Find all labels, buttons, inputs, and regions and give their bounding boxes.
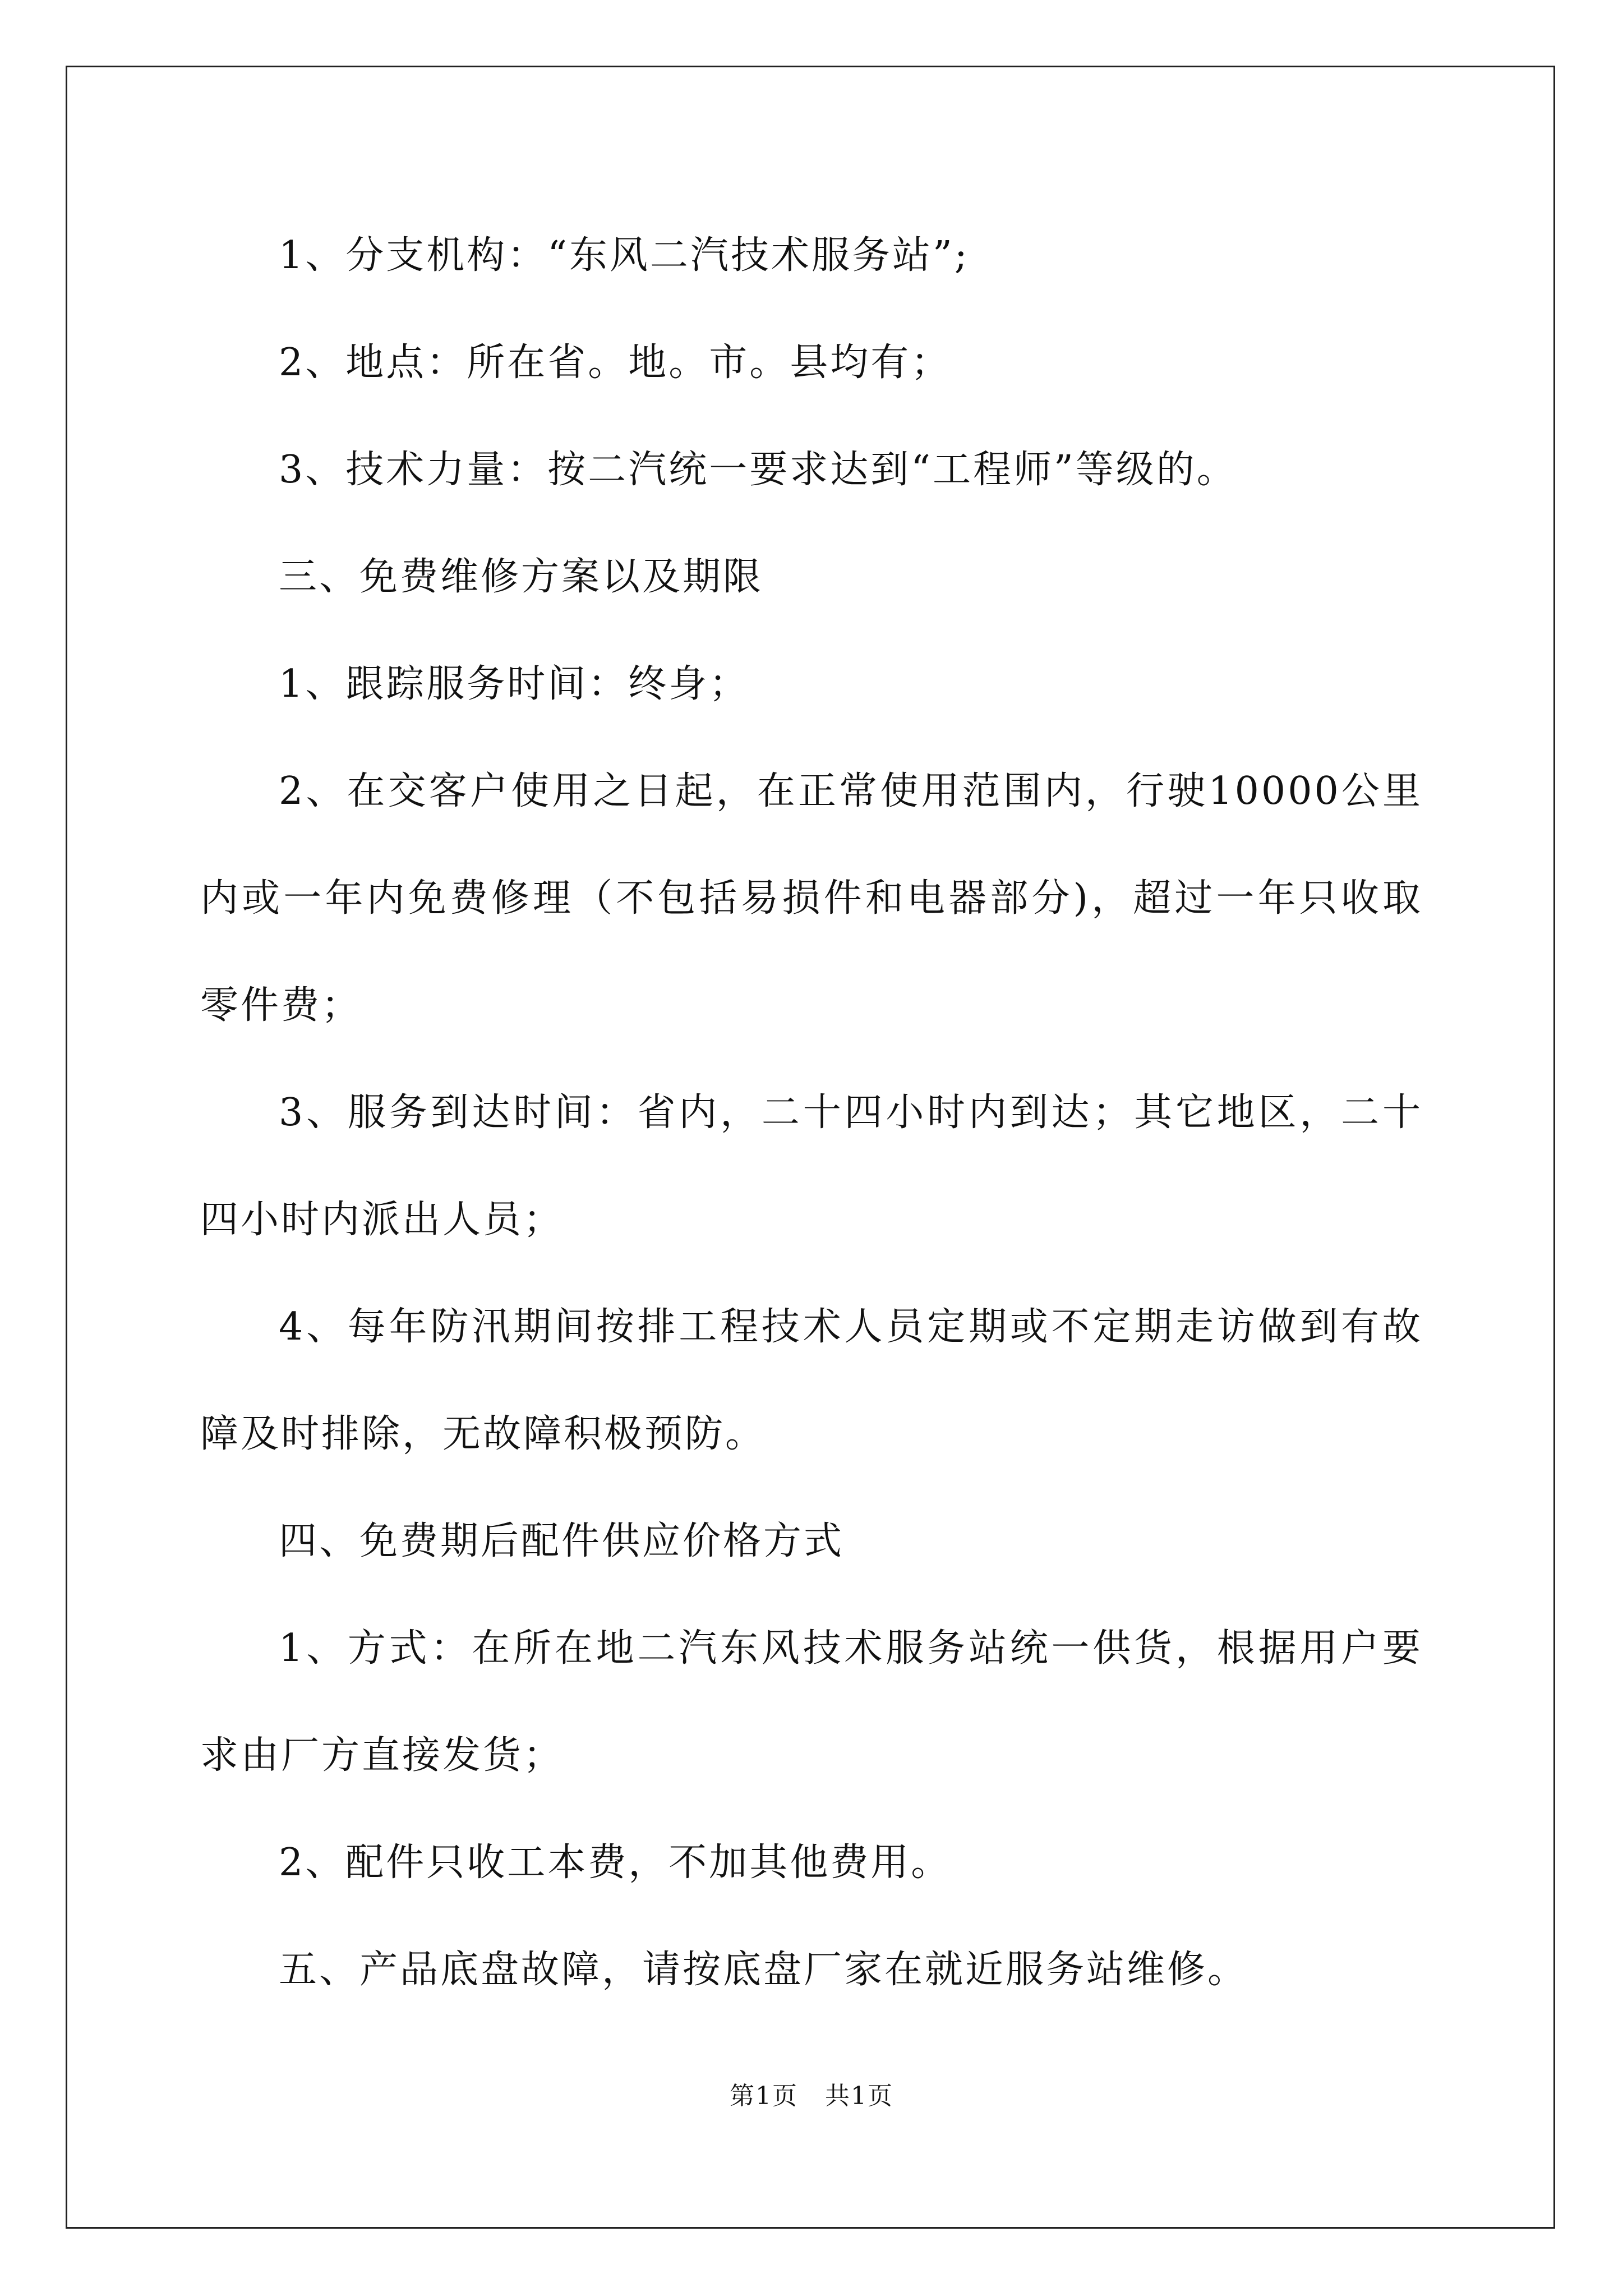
page-number: 第1页 — [730, 2082, 798, 2110]
page-footer — [0, 2076, 1623, 2111]
paragraph-service-arrival: 3、服务到达时间：省内，二十四小时内到达；其它地区，二十四小时内派出人员； — [200, 1091, 1423, 1242]
paragraph-branch-office: 1、分支机构：“东风二汽技术服务站”; — [279, 233, 970, 278]
section-heading-parts-pricing: 四、免费期后配件供应价格方式 — [279, 1519, 845, 1563]
paragraph-parts-cost: 2、配件只收工本费，不加其他费用。 — [279, 1841, 952, 1885]
document-body — [200, 202, 1423, 2023]
paragraph-flood-season-visits: 4、每年防汛期间按排工程技术人员定期或不定期走访做到有故障及时排除，无故障积极预防。 — [200, 1305, 1423, 1456]
section-heading-chassis-fault: 五、产品底盘故障，请按底盘厂家在就近服务站维修。 — [279, 1948, 1248, 1992]
paragraph-technical-strength: 3、技术力量：按二汽统一要求达到“工程师”等级的。 — [279, 448, 1237, 492]
paragraph-supply-method: 1、方式：在所在地二汽东风技术服务站统一供货，根据用户要求由厂方直接发货； — [200, 1626, 1423, 1778]
paragraph-free-repair-terms: 2、在交客户使用之日起，在正常使用范围内，行驶10000公里内或一年内免费修理（不包括易损件和电器部分)，超过一年只收取零件费； — [200, 769, 1423, 1028]
paragraph-tracking-service: 1、跟踪服务时间：终身； — [279, 662, 750, 706]
page-total: 共1页 — [825, 2082, 893, 2110]
paragraph-location: 2、地点：所在省。地。市。县均有； — [279, 341, 952, 385]
section-heading-free-repair: 三、免费维修方案以及期限 — [279, 555, 764, 599]
